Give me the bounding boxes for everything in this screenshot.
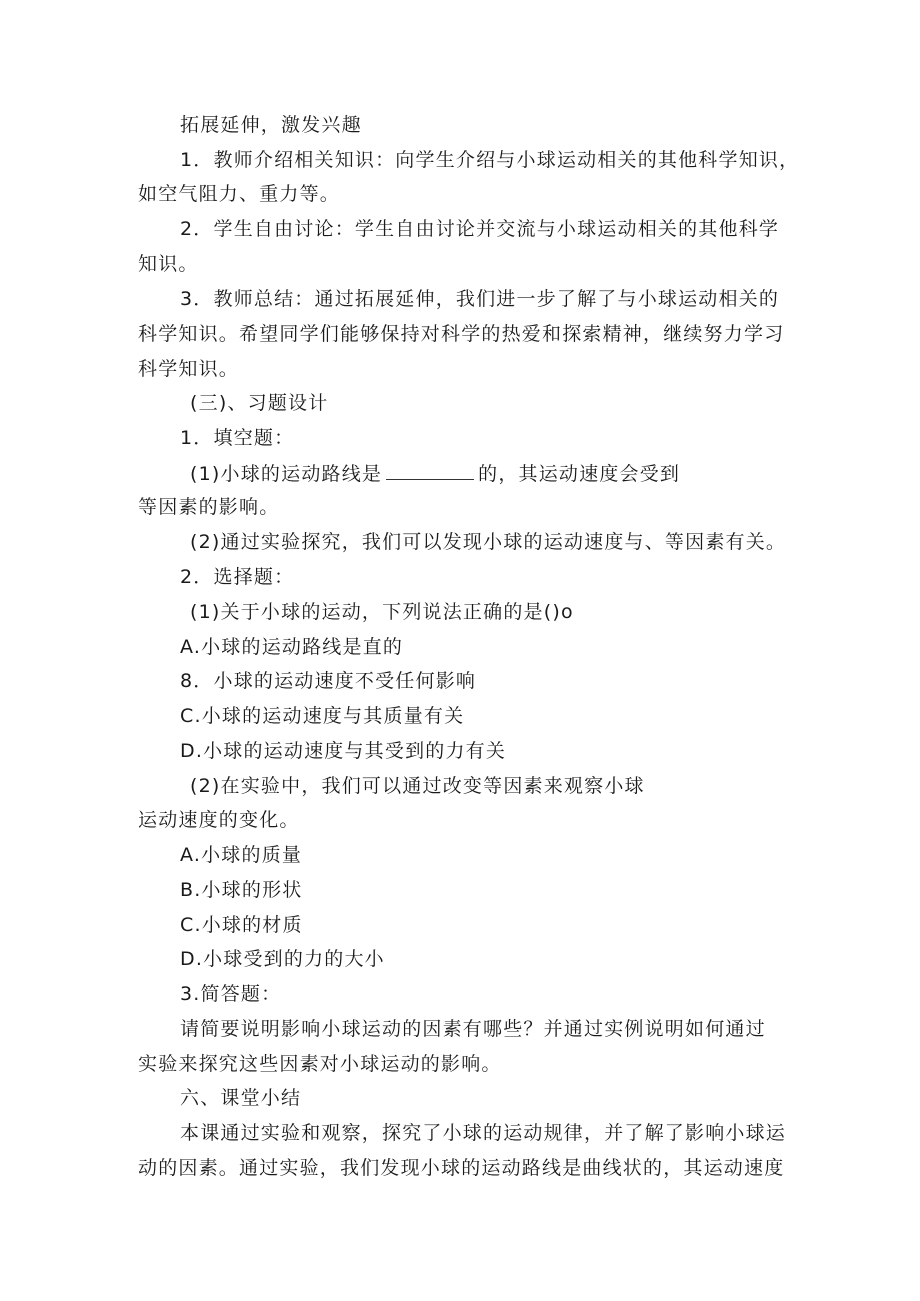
section-heading: 拓展延伸，激发兴趣 [180, 114, 362, 136]
paragraph-line: 如空气阻力、重力等。 [138, 183, 341, 205]
fill-blank [386, 461, 474, 480]
section-heading: 六、课堂小结 [180, 1087, 302, 1109]
question-heading: 3.简答题： [180, 983, 282, 1005]
paragraph-line: 科学知识。 [138, 358, 240, 380]
section-heading: (三)、习题设计 [190, 392, 329, 414]
paragraph-line: 2．学生自由讨论：学生自由讨论并交流与小球运动相关的其他科学 [180, 218, 780, 240]
paragraph-line: 实验来探究这些因素对小球运动的影响。 [138, 1053, 502, 1075]
choice-option: A.小球的质量 [180, 844, 303, 866]
paragraph-line: 动的因素。通过实验，我们发现小球的运动路线是曲线状的，其运动速度 [138, 1157, 785, 1179]
choice-option: 8．小球的运动速度不受任何影响 [180, 670, 477, 692]
question-line: (1)关于小球的运动，下列说法正确的是()o [190, 601, 574, 623]
question-line: (2)在实验中，我们可以通过改变等因素来观察小球 [190, 775, 645, 797]
choice-option: C.小球的材质 [180, 914, 303, 936]
question-heading: 2．选择题： [180, 566, 295, 588]
paragraph-line: 科学知识。希望同学们能够保持对科学的热爱和探索精神，继续努力学习 [138, 323, 785, 345]
paragraph-line: 请简要说明影响小球运动的因素有哪些？并通过实例说明如何通过 [180, 1018, 766, 1040]
choice-option: D.小球的运动速度与其受到的力有关 [180, 740, 507, 762]
question-text: 的，其运动速度会受到 [478, 463, 681, 485]
choice-option: B.小球的形状 [180, 879, 303, 901]
question-line: 等因素的影响。 [138, 496, 280, 518]
question-text: (1)小球的运动路线是 [190, 463, 383, 485]
question-line: (2)通过实验探究，我们可以发现小球的运动速度与、等因素有关。 [190, 531, 787, 553]
choice-option: C.小球的运动速度与其质量有关 [180, 705, 465, 727]
question-line [190, 461, 680, 486]
choice-option: D.小球受到的力的大小 [180, 948, 385, 970]
question-heading: 1．填空题： [180, 427, 295, 449]
paragraph-line: 知识。 [138, 253, 199, 275]
paragraph-line: 1．教师介绍相关知识：向学生介绍与小球运动相关的其他科学知识， [180, 149, 800, 171]
question-line: 运动速度的变化。 [138, 809, 300, 831]
choice-option: A.小球的运动路线是直的 [180, 636, 404, 658]
paragraph-line: 本课通过实验和观察，探究了小球的运动规律，并了解了影响小球运 [180, 1122, 787, 1144]
paragraph-line: 3．教师总结：通过拓展延伸，我们进一步了解了与小球运动相关的 [180, 288, 780, 310]
